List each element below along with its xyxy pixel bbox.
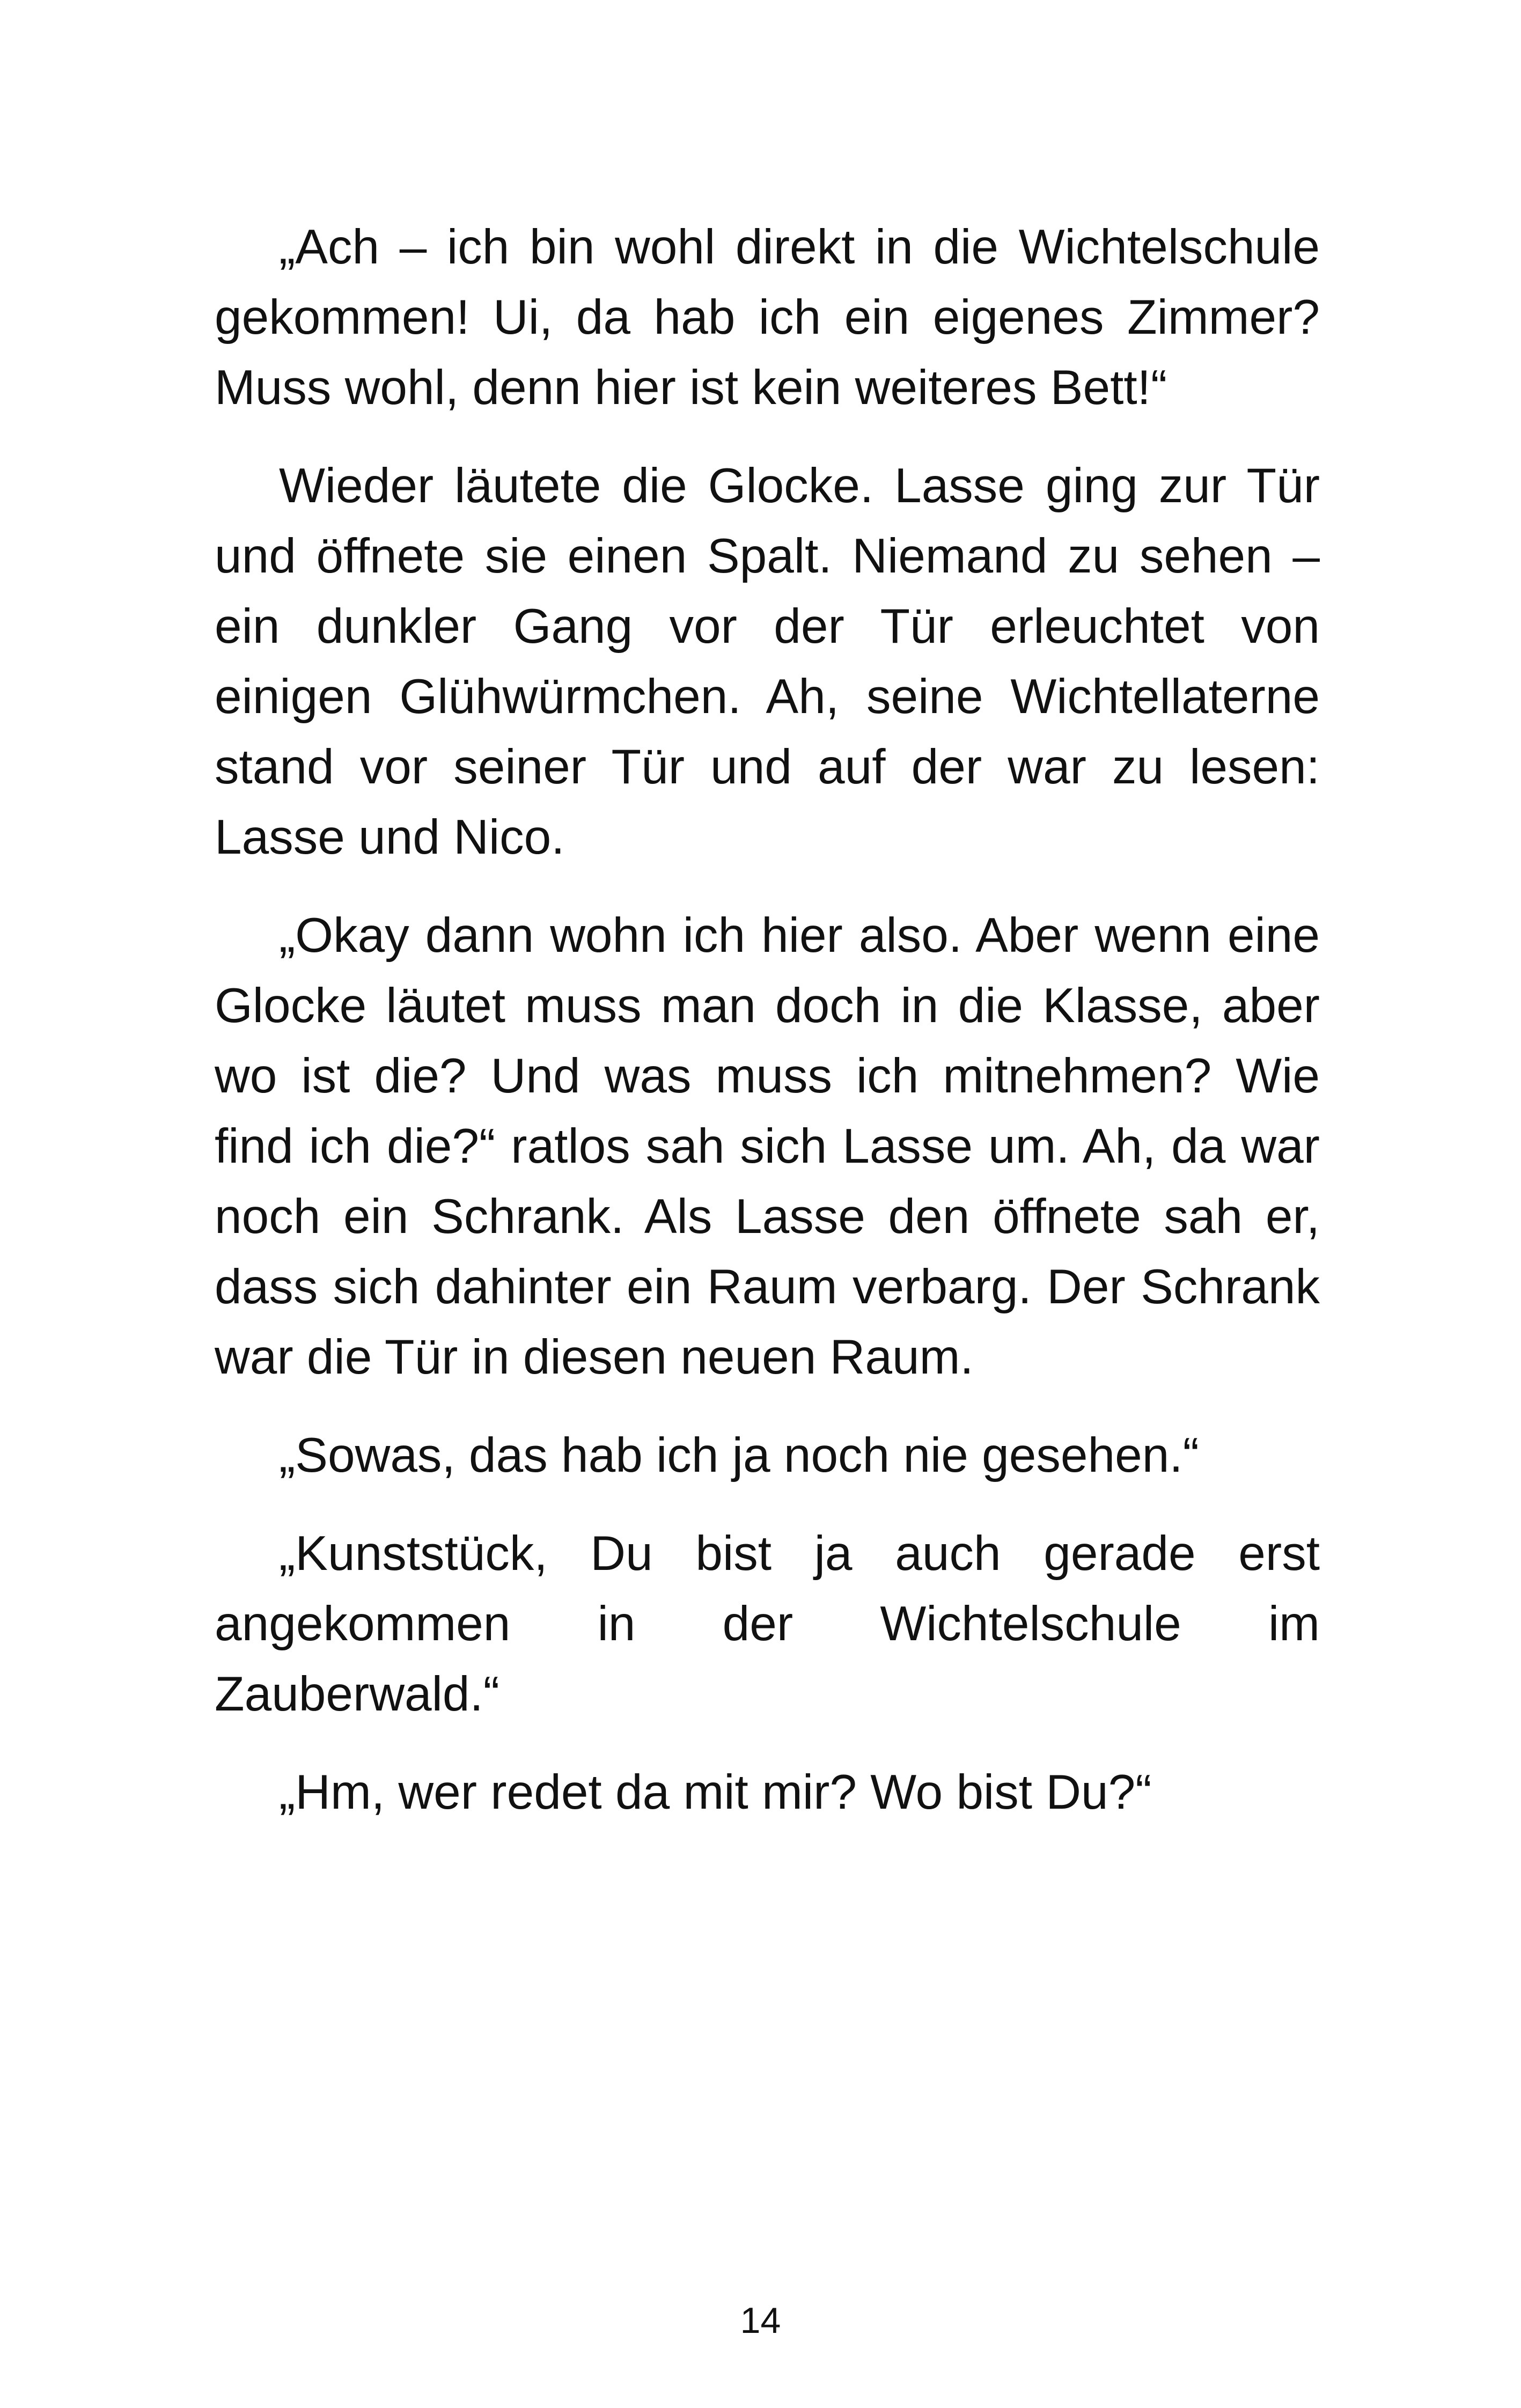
paragraph: „Kunststück, Du bist ja auch gerade erst angekommen in der Wichtelschule im Zauberwald.“ <box>215 1526 1320 1721</box>
paragraph: Wieder läutete die Glocke. Lasse ging zur Tür und öffnete sie einen Spalt. Niemand zu sehen – ein dunkler Gang vor der Tür erleuchtet von einigen Glühwürmchen. Ah, seine Wichtellaterne stand vor seiner Tür und auf der war zu lesen: Lasse und Nico. <box>215 459 1320 864</box>
paragraph: „Okay dann wohn ich hier also. Aber wenn eine Glocke läutet muss man doch in die Klasse, aber wo ist die? Und was muss ich mitnehmen? Wie find ich die?“ ratlos sah sich Lasse um. Ah, da war noch ein Schrank. Als Lasse den öffnete sah er, dass sich dahinter ein Raum verbarg. Der Schrank war die Tür in diesen neuen Raum. <box>215 908 1320 1384</box>
page-number: 14 <box>740 2300 781 2341</box>
paragraph: „Ach – ich bin wohl direkt in die Wichtelschule gekommen! Ui, da hab ich ein eigenes Zimmer? Muss wohl, denn hier ist kein weiteres Bett!“ <box>215 220 1320 415</box>
page-body <box>215 212 1320 1855</box>
paragraph: „Sowas, das hab ich ja noch nie gesehen.“ <box>279 1428 1199 1482</box>
paragraph: „Hm, wer redet da mit mir? Wo bist Du?“ <box>279 1765 1152 1819</box>
